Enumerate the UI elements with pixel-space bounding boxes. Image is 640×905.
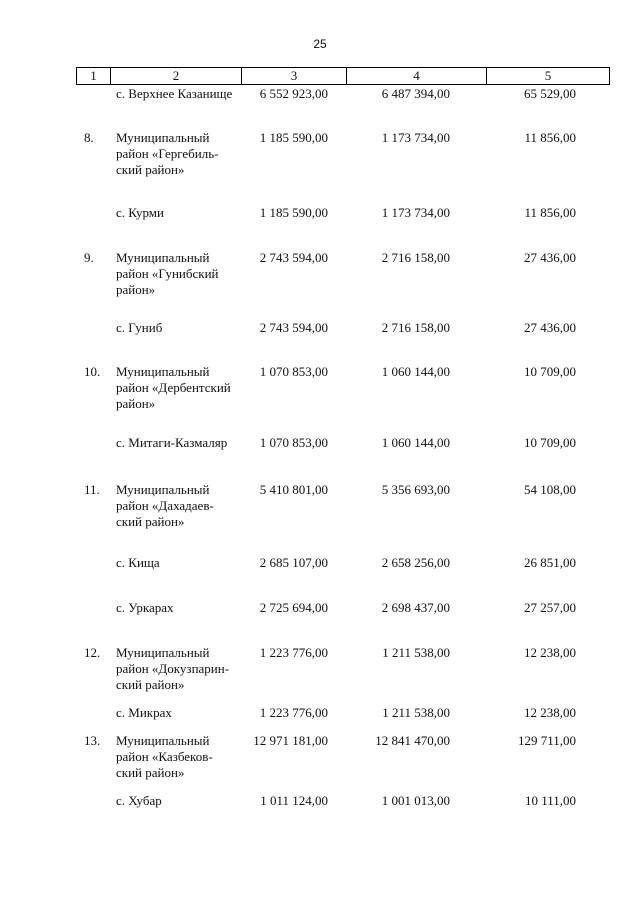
row-col-4: 2 716 158,00 xyxy=(381,320,450,335)
row-col-3: 2 743 594,00 xyxy=(259,250,328,265)
row-col-5: 27 436,00 xyxy=(524,320,576,335)
row-name: с. Уркарах xyxy=(116,600,174,615)
header-col-5: 5 xyxy=(544,68,552,83)
row-col-5: 12 238,00 xyxy=(524,705,576,720)
row-col-5: 27 436,00 xyxy=(524,250,576,265)
row-name: Муниципальный район «Дахадаев- ский район» xyxy=(116,482,214,529)
row-name: Муниципальный район «Дербентский район» xyxy=(116,364,231,411)
row-name: с. Верхнее Казанище xyxy=(116,86,233,101)
row-col-4: 1 001 013,00 xyxy=(381,793,450,808)
row-name: Муниципальный район «Докузпарин- ский район» xyxy=(116,645,230,692)
row-number: 9. xyxy=(84,250,94,265)
row-col-5: 27 257,00 xyxy=(524,600,576,615)
row-col-4: 1 211 538,00 xyxy=(382,645,450,660)
row-col-3: 6 552 923,00 xyxy=(259,86,328,101)
row-number: 11. xyxy=(84,482,100,497)
row-col-4: 1 211 538,00 xyxy=(382,705,450,720)
row-number: 10. xyxy=(84,364,101,379)
row-col-4: 1 060 144,00 xyxy=(381,364,450,379)
row-col-4: 1 173 734,00 xyxy=(381,130,450,145)
row-col-5: 11 856,00 xyxy=(524,205,576,220)
header-col-4: 4 xyxy=(347,68,487,84)
row-col-3: 1 223 776,00 xyxy=(259,645,328,660)
row-col-5: 12 238,00 xyxy=(524,645,576,660)
row-col-4: 2 716 158,00 xyxy=(381,250,450,265)
row-col-3: 2 725 694,00 xyxy=(259,600,328,615)
row-col-5: 26 851,00 xyxy=(524,555,576,570)
row-name: с. Хубар xyxy=(116,793,162,808)
table-header xyxy=(76,67,610,85)
row-col-3: 2 685 107,00 xyxy=(259,555,328,570)
row-name: с. Курми xyxy=(116,205,164,220)
row-col-5: 10 111,00 xyxy=(524,793,576,808)
row-col-4: 2 658 256,00 xyxy=(381,555,450,570)
row-col-4: 1 060 144,00 xyxy=(381,435,450,450)
row-col-4: 12 841 470,00 xyxy=(375,733,450,748)
row-number: 12. xyxy=(84,645,101,660)
row-name: Муниципальный район «Гунибский район» xyxy=(116,250,219,297)
row-col-4: 1 173 734,00 xyxy=(381,205,450,220)
row-name: с. Гуниб xyxy=(116,320,163,335)
row-col-3: 5 410 801,00 xyxy=(259,482,328,497)
row-col-5: 10 709,00 xyxy=(524,435,576,450)
header-col-1: 1 xyxy=(77,68,111,84)
page-number: 25 xyxy=(313,37,327,51)
header-col-2: 2 xyxy=(111,68,242,84)
row-col-3: 1 185 590,00 xyxy=(259,130,328,145)
row-col-4: 2 698 437,00 xyxy=(381,600,450,615)
row-col-5: 65 529,00 xyxy=(524,86,576,101)
row-col-5: 129 711,00 xyxy=(517,733,576,748)
row-name: Муниципальный район «Казбеков- ский район» xyxy=(116,733,213,780)
row-col-3: 1 223 776,00 xyxy=(259,705,328,720)
row-col-3: 1 070 853,00 xyxy=(259,364,328,379)
row-col-3: 12 971 181,00 xyxy=(253,733,328,748)
row-col-4: 6 487 394,00 xyxy=(381,86,450,101)
row-col-5: 54 108,00 xyxy=(524,482,576,497)
row-col-3: 1 070 853,00 xyxy=(259,435,328,450)
row-col-5: 11 856,00 xyxy=(524,130,576,145)
row-col-3: 1 011 124,00 xyxy=(260,793,328,808)
row-col-3: 1 185 590,00 xyxy=(259,205,328,220)
row-number: 13. xyxy=(84,733,101,748)
row-number: 8. xyxy=(84,130,94,145)
row-name: с. Митаги-Казмаляр xyxy=(116,435,228,450)
row-name: с. Микрах xyxy=(116,705,172,720)
row-col-4: 5 356 693,00 xyxy=(381,482,450,497)
header-col-3: 3 xyxy=(242,68,347,84)
row-col-3: 2 743 594,00 xyxy=(259,320,328,335)
row-name: с. Кища xyxy=(116,555,160,570)
row-name: Муниципальный район «Гергебиль- ский район» xyxy=(116,130,219,177)
row-col-5: 10 709,00 xyxy=(524,364,576,379)
